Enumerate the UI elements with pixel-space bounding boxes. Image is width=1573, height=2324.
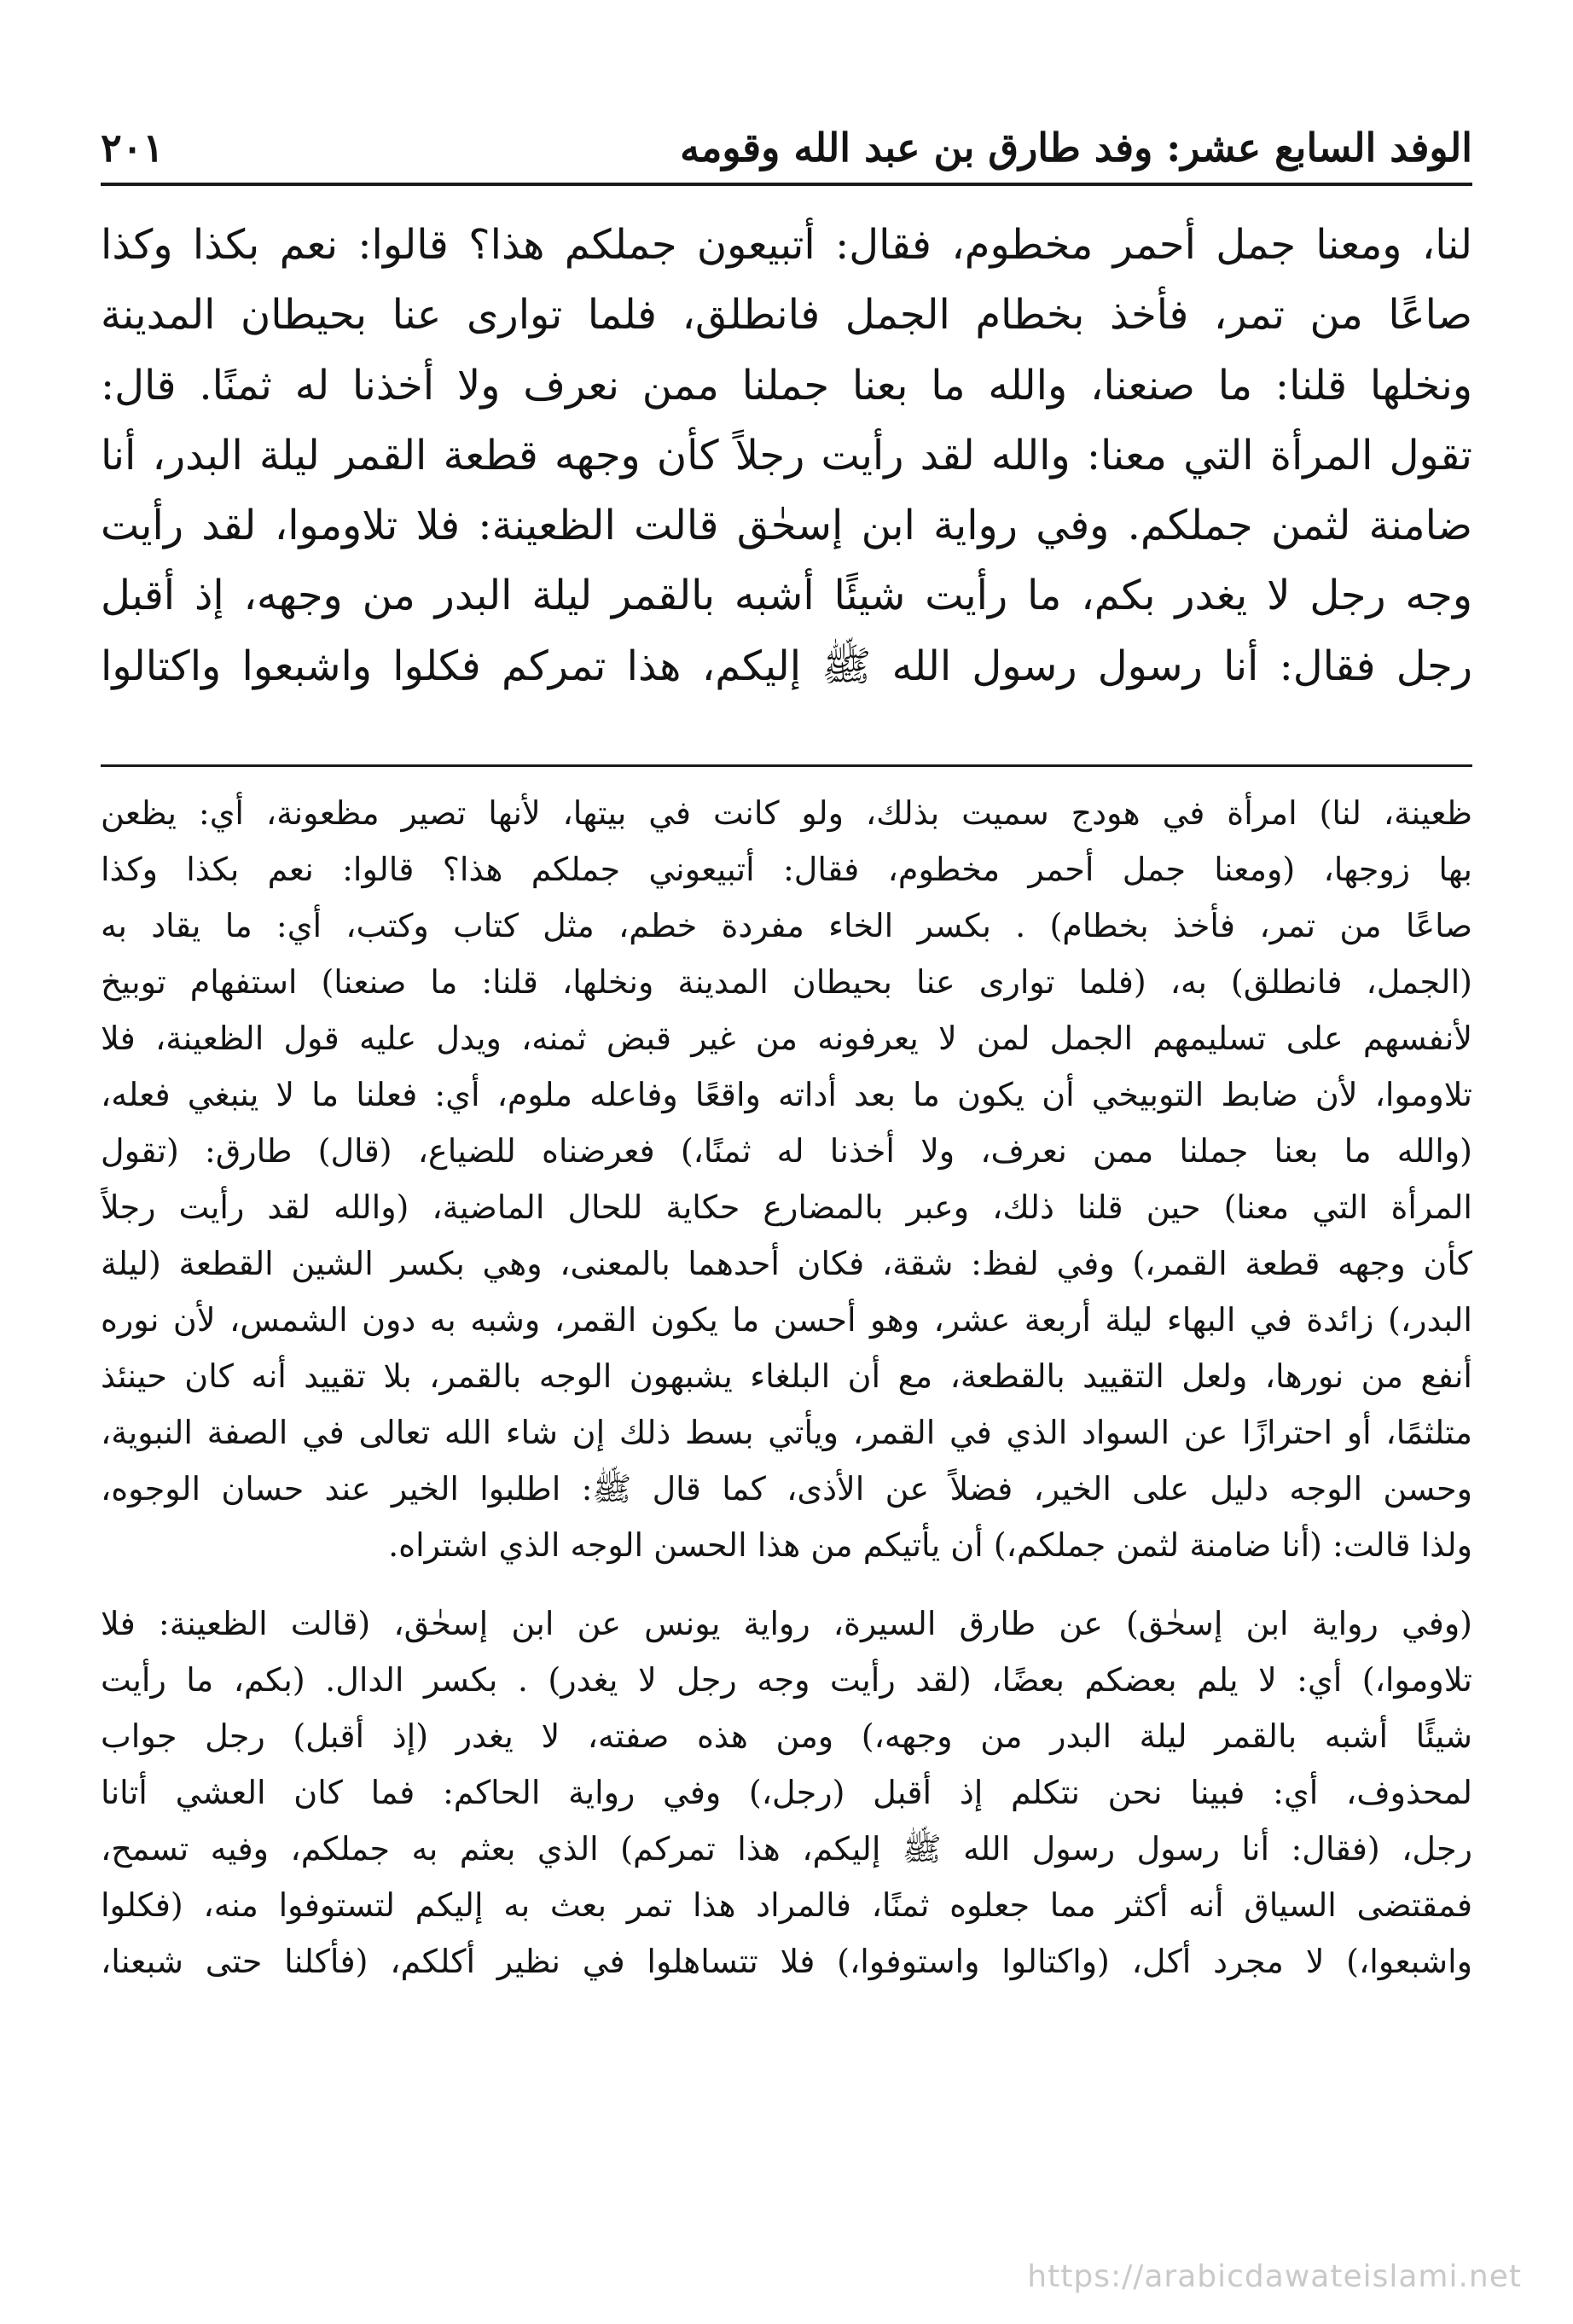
main-text-line: تقول المرأة التي معنا: والله لقد رأيت رجلاً كأن وجهه قطعة القمر ليلة البدر، أنا	[101, 431, 1472, 479]
commentary-line: لأنفسهم على تسليمهم الجمل لمن لا يعرفونه من غير قبض ثمنه، ويدل عليه قول الظعينة، فلا	[101, 1020, 1472, 1057]
commentary-line: تلاوموا، لأن ضابط التوبيخي أن يكون ما بعد أداته واقعًا وفاعله ملوم، أي: فعلنا ما لا ينبغي فعله،	[101, 1076, 1472, 1113]
header-rule	[101, 183, 1472, 186]
commentary-line: لمحذوف، أي: فبينا نحن نتكلم إذ أقبل (رجل،) وفي رواية الحاكم: فما كان العشي أتانا	[101, 1774, 1472, 1811]
commentary-paragraph-2	[101, 1595, 1472, 1990]
main-text-line: صاعًا من تمر، فأخذ بخطام الجمل فانطلق، فلما توارى عنا بحيطان المدينة	[101, 291, 1472, 340]
main-text-block	[101, 210, 1472, 701]
commentary-line: شيئًا أشبه بالقمر ليلة البدر من وجهه،) ومن هذه صفته، لا يغدر (إذ أقبل) رجل جواب	[101, 1717, 1472, 1755]
commentary-line: فمقتضى السياق أنه أكثر مما جعلوه ثمنًا، فالمراد هذا تمر بعث به إليكم لتستوفوا منه، (فكلوا	[101, 1886, 1472, 1924]
commentary-line: ظعينة، لنا) امرأة في هودج سميت بذلك، ولو كانت في بيتها، لأنها تصير مظعونة، أي: يظعن	[101, 794, 1472, 832]
commentary-line: متلثمًا، أو احترازًا عن السواد الذي في القمر، ويأتي بسط ذلك إن شاء الله تعالى في الصفة النبوية،	[101, 1414, 1472, 1451]
page-header	[101, 102, 1472, 171]
commentary-block	[101, 785, 1472, 1990]
main-text-line: ضامنة لثمن جملكم. وفي رواية ابن إسحٰق قالت الظعينة: فلا تلاوموا، لقد رأيت	[101, 502, 1472, 550]
commentary-line: تلاوموا،) أي: لا يلم بعضكم بعضًا، (لقد رأيت وجه رجل لا يغدر) . بكسر الدال. (بكم، ما رأيت	[101, 1661, 1472, 1699]
commentary-line: (الجمل، فانطلق) به، (فلما توارى عنا بحيطان المدينة ونخلها، قلنا: ما صنعنا) استفهام توبيخ	[101, 963, 1472, 1001]
running-title: الوفد السابع عشر: وفد طارق بن عبد الله وقومه	[680, 125, 1472, 171]
commentary-line: (وفي رواية ابن إسحٰق) عن طارق السيرة، رواية يونس عن ابن إسحٰق، (قالت الظعينة: فلا	[101, 1605, 1472, 1642]
commentary-line: أنفع من نورها، ولعل التقييد بالقطعة، مع أن البلغاء يشبهون الوجه بالقمر، بلا تقييد أنه كان حينئذ	[101, 1357, 1472, 1395]
commentary-line: رجل، (فقال: أنا رسول رسول الله ﷺ إليكم، هذا تمركم) الذي بعثم به جملكم، وفيه تسمح،	[101, 1830, 1472, 1868]
commentary-line: واشبعوا،) لا مجرد أكل، (واكتالوا واستوفوا،) فلا تتساهلوا في نظير أكلكم، (فأكلنا حتى شبعنا،	[101, 1943, 1472, 1980]
commentary-line: ولذا قالت: (أنا ضامنة لثمن جملكم،) أن يأتيكم من هذا الحسن الوجه الذي اشتراه.	[388, 1526, 1472, 1564]
commentary-line: المرأة التي معنا) حين قلنا ذلك، وعبر بالمضارع حكاية للحال الماضية، (والله لقد رأيت رجلاً	[101, 1188, 1472, 1226]
main-text-line: ونخلها قلنا: ما صنعنا، والله ما بعنا جملنا ممن نعرف ولا أخذنا له ثمنًا. قال:	[101, 361, 1472, 410]
commentary-line: البدر،) زائدة في البهاء ليلة أربعة عشر، وهو أحسن ما يكون القمر، وشبه به دون الشمس، لأن نوره	[101, 1301, 1472, 1339]
commentary-line: بها زوجها، (ومعنا جمل أحمر مخطوم، فقال: أتبيعوني جملكم هذا؟ قالوا: نعم بكذا وكذا	[101, 851, 1472, 888]
main-text-line: لنا، ومعنا جمل أحمر مخطوم، فقال: أتبيعون جملكم هذا؟ قالوا: نعم بكذا وكذا	[101, 221, 1472, 269]
commentary-line: وحسن الوجه دليل على الخير، فضلاً عن الأذى، كما قال ﷺ: اطلبوا الخير عند حسان الوجوه،	[101, 1470, 1472, 1508]
commentary-paragraph-1	[101, 785, 1472, 1573]
main-text-line: رجل فقال: أنا رسول رسول الله ﷺ إليكم، هذا تمركم فكلوا واشبعوا واكتالوا	[101, 642, 1472, 690]
section-divider-rule	[101, 764, 1472, 767]
page-number: ٢٠١	[101, 125, 165, 171]
main-text-line: وجه رجل لا يغدر بكم، ما رأيت شيئًا أشبه بالقمر ليلة البدر من وجهه، إذ أقبل	[101, 572, 1472, 620]
commentary-line: صاعًا من تمر، فأخذ بخطام) . بكسر الخاء مفردة خطم، مثل كتاب وكتب، أي: ما يقاد به	[101, 907, 1472, 944]
commentary-line: كأن وجهه قطعة القمر،) وفي لفظ: شقة، فكان أحدهما بالمعنى، وهي بكسر الشين القطعة (ليلة	[101, 1245, 1472, 1282]
watermark-url: https://arabicdawateislami.net	[1027, 2259, 1522, 2294]
commentary-line: (والله ما بعنا جملنا ممن نعرف، ولا أخذنا له ثمنًا،) فعرضناه للضياع، (قال) طارق: (تقول	[101, 1132, 1472, 1170]
